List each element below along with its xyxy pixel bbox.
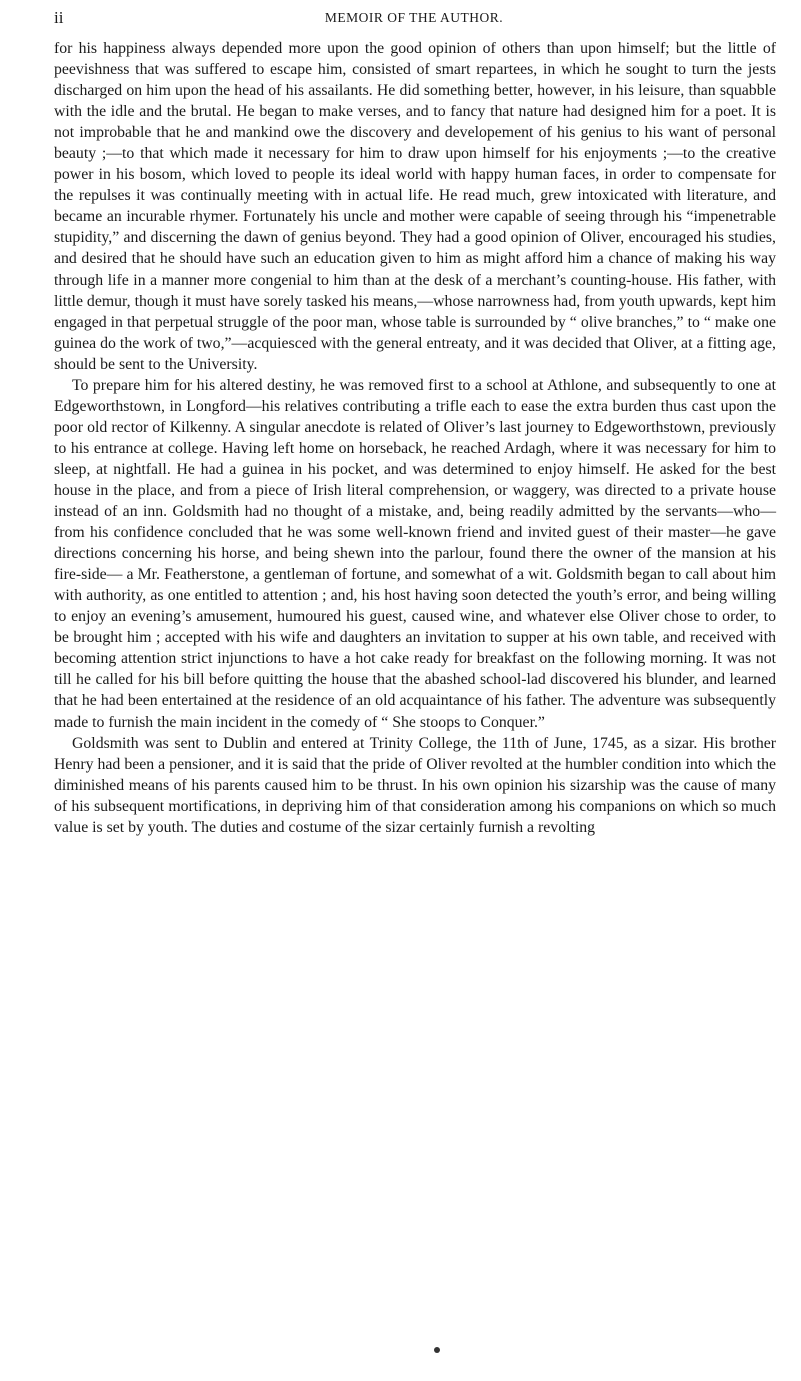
paragraph: To prepare him for his altered destiny, he was removed first to a school at Athlone, and subsequently to one at Edgeworthstown, in Longford—his relatives contributing a trifle each to ease the extra burden thus cast upon the poor old rector of Kilkenny. A singular anecdote is related of Oliver’s last journey to Edgeworthstown, previously to his entrance at college. Having left home on horseback, he reached Ardagh, where it was necessary for him to sleep, at nightfall. He had a guinea in his pocket, and was determined to enjoy himself. He asked for the best house in the place, and from a piece of Irish literal comprehension, or waggery, was directed to a private house instead of an inn. Goldsmith had no thought of a mistake, and, being readily admitted by the servants—who—from his confidence concluded that he was some well-known friend and invited guest of their master—he gave directions concerning his horse, and being shewn into the parlour, found there the owner of the mansion at his fire-side— a Mr. Featherstone, a gentleman of fortune, and somewhat of a wit. Goldsmith began to call about him with authority, as one entitled to attention ; and, his host having soon detected the youth’s error, and being willing to enjoy an evening’s amusement, humoured his guest, caused wine, and whatever else Oliver chose to order, to be brought him ; accepted with his wife and daughters an invitation to supper at his own table, and received with becoming attention strict injunctions to have a hot cake ready for breakfast on the following morning. It was not till he called for his bill before quitting the house that the abashed school-lad discovered his blunder, and learned that he had been entertained at the residence of an old acquaintance of his father. The adventure was subsequently made to furnish the main incident in the comedy of “ She stoops to Conquer.” <box>54 376 776 731</box>
running-head: MEMOIR OF THE AUTHOR. <box>324 10 504 25</box>
page-header <box>54 6 774 30</box>
paragraph: Goldsmith was sent to Dublin and entered at Trinity College, the 11th of June, 1745, as a sizar. His brother Henry had been a pensioner, and it is said that the pride of Oliver revolted at the humbler condition into which the diminished means of his parents caused him to be thrust. In his own opinion his sizarship was the cause of many of his subsequent mortifications, in depriving him of that consideration among his companions on which so much value is set by youth. The duties and costume of the sizar certainly furnish a revolting <box>54 734 776 836</box>
body-text <box>54 38 776 838</box>
ink-dot <box>434 1347 440 1353</box>
paragraph: for his happiness always depended more upon the good opinion of others than upon himself; but the little of peevishness that was suffered to escape him, consisted of smart repartees, in which he sought to turn the jests discharged on him upon the head of his assailants. He did something better, however, in his leisure, than squabble with the idle and the brutal. He began to make verses, and to fancy that nature had designed him for a poet. It is not improbable that he and mankind owe the discovery and developement of his genius to his want of personal beauty ;—to that which made it necessary for him to draw upon himself for his enjoyments ;—to the creative power in his bosom, which loved to people its ideal world with happy human faces, in order to compensate for the repulses it was continually meeting with in actual life. He read much, grew intoxicated with literature, and became an incurable rhymer. Fortunately his uncle and mother were capable of seeing through his “impenetrable stupidity,” and discerning the dawn of genius beyond. They had a good opinion of Oliver, encouraged his studies, and desired that he should have such an education given to him as might afford him a chance of making his way through life in a manner more congenial to him than at the desk of a merchant’s counting-house. His father, with little demur, though it must have sorely tasked his means,—whose narrowness had, from youth upwards, kept him engaged in that perpetual struggle of the poor man, whose table is surrounded by “ olive branches,” to “ make one guinea do the work of two,”—acquiesced with the general entreaty, and it was decided that Oliver, at a fitting age, should be sent to the University. <box>54 40 776 373</box>
page-number: ii <box>54 8 64 27</box>
